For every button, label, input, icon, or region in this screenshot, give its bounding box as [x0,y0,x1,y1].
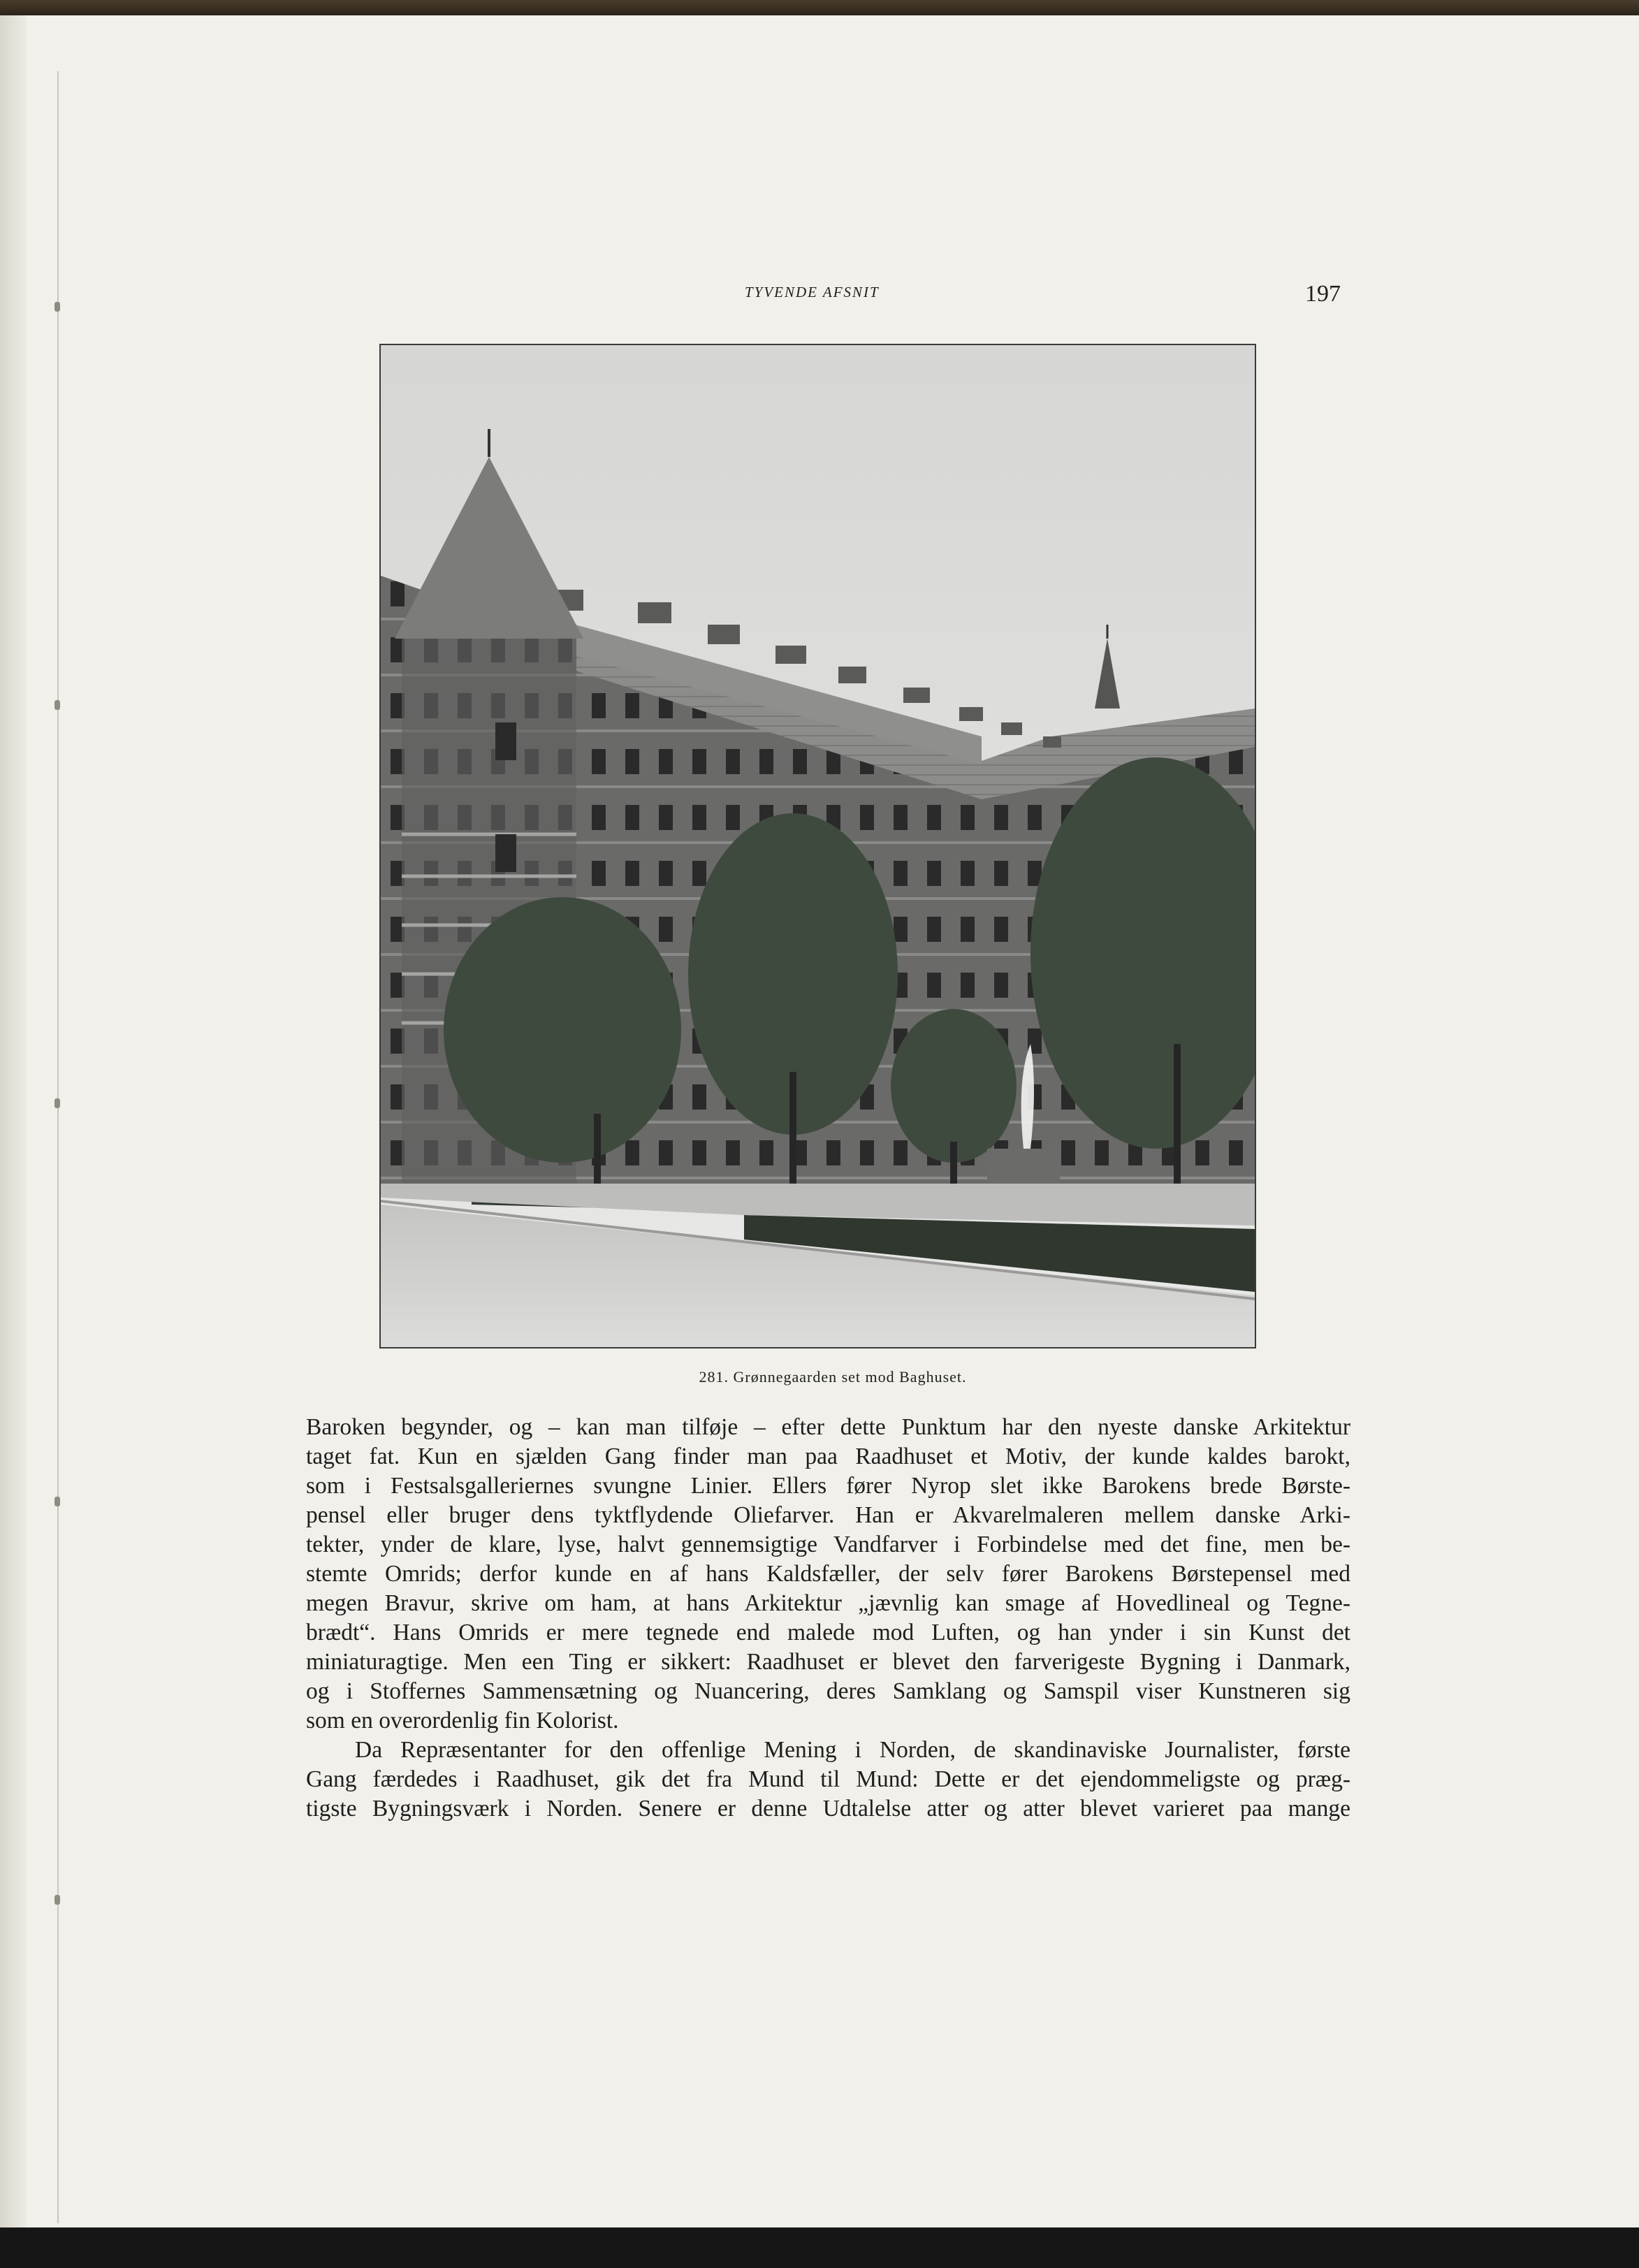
paragraph [306,1413,1350,1736]
stitch-mark [54,700,60,710]
body-text [306,1413,1350,1824]
text-line: og i Stoffernes Sammensætning og Nuancering, deres Samklang og Samspil viser Kunstneren sig [306,1678,1350,1704]
text-line: som i Festsalsgalleriernes svungne Linier. Ellers fører Nyrop slet ikke Barokens brede Børste- [306,1473,1350,1499]
figure-caption: 281. Grønnegaarden set mod Baghuset. [699,1368,967,1386]
text-line: Baroken begynder, og – kan man tilføje – efter dette Punktum har den nyeste danske Arkitektur [306,1414,1350,1440]
paragraph [306,1736,1350,1824]
stitch-mark [54,302,60,312]
courtyard-building-illustration [381,345,1255,1347]
book-page [27,15,1639,2227]
text-line: stemte Omrids; derfor kunde en af hans Kaldsfæller, der selv fører Barokens Børstepensel med [306,1561,1350,1587]
text-line: som en overordenlig fin Kolorist. [306,1708,619,1733]
scan-bottom-edge [0,2227,1639,2268]
figure-photograph [379,344,1256,1349]
text-line: pensel eller bruger dens tyktflydende Oliefarver. Han er Akvarelmaleren mellem danske Arki- [306,1502,1350,1528]
text-line: miniaturagtige. Men een Ting er sikkert: Raadhuset er blevet den farverigeste Bygning i Danmark, [306,1649,1350,1675]
text-line: Gang færdedes i Raadhuset, gik det fra Mund til Mund: Dette er det ejendommeligste og præg- [306,1766,1350,1792]
stitch-mark [54,1497,60,1506]
text-line: brædt“. Hans Omrids er mere tegnede end malede mod Luften, og han ynder i sin Kunst det [306,1620,1350,1645]
page-number: 197 [1305,281,1341,307]
stitch-mark [54,1098,60,1108]
stitch-mark [54,1895,60,1905]
book-binding [0,15,27,2227]
text-line: tekter, ynder de klare, lyse, halvt gennemsigtige Vandfarver i Forbindelse med det fine, men be- [306,1532,1350,1557]
text-line: Da Repræsentanter for den offenlige Mening i Norden, de skandinaviske Journalister, første [355,1737,1350,1763]
scan-top-edge [0,0,1639,15]
text-line: tigste Bygningsværk i Norden. Senere er denne Udtalelse atter og atter blevet varieret paa mange [306,1796,1350,1822]
text-line: megen Bravur, skrive om ham, at hans Arkitektur „jævnlig kan smage af Hovedlineal og Tegne- [306,1590,1350,1616]
text-line: taget fat. Kun en sjælden Gang finder man paa Raadhuset et Motiv, der kunde kaldes barokt, [306,1444,1350,1469]
running-head: TYVENDE AFSNIT [745,284,880,300]
